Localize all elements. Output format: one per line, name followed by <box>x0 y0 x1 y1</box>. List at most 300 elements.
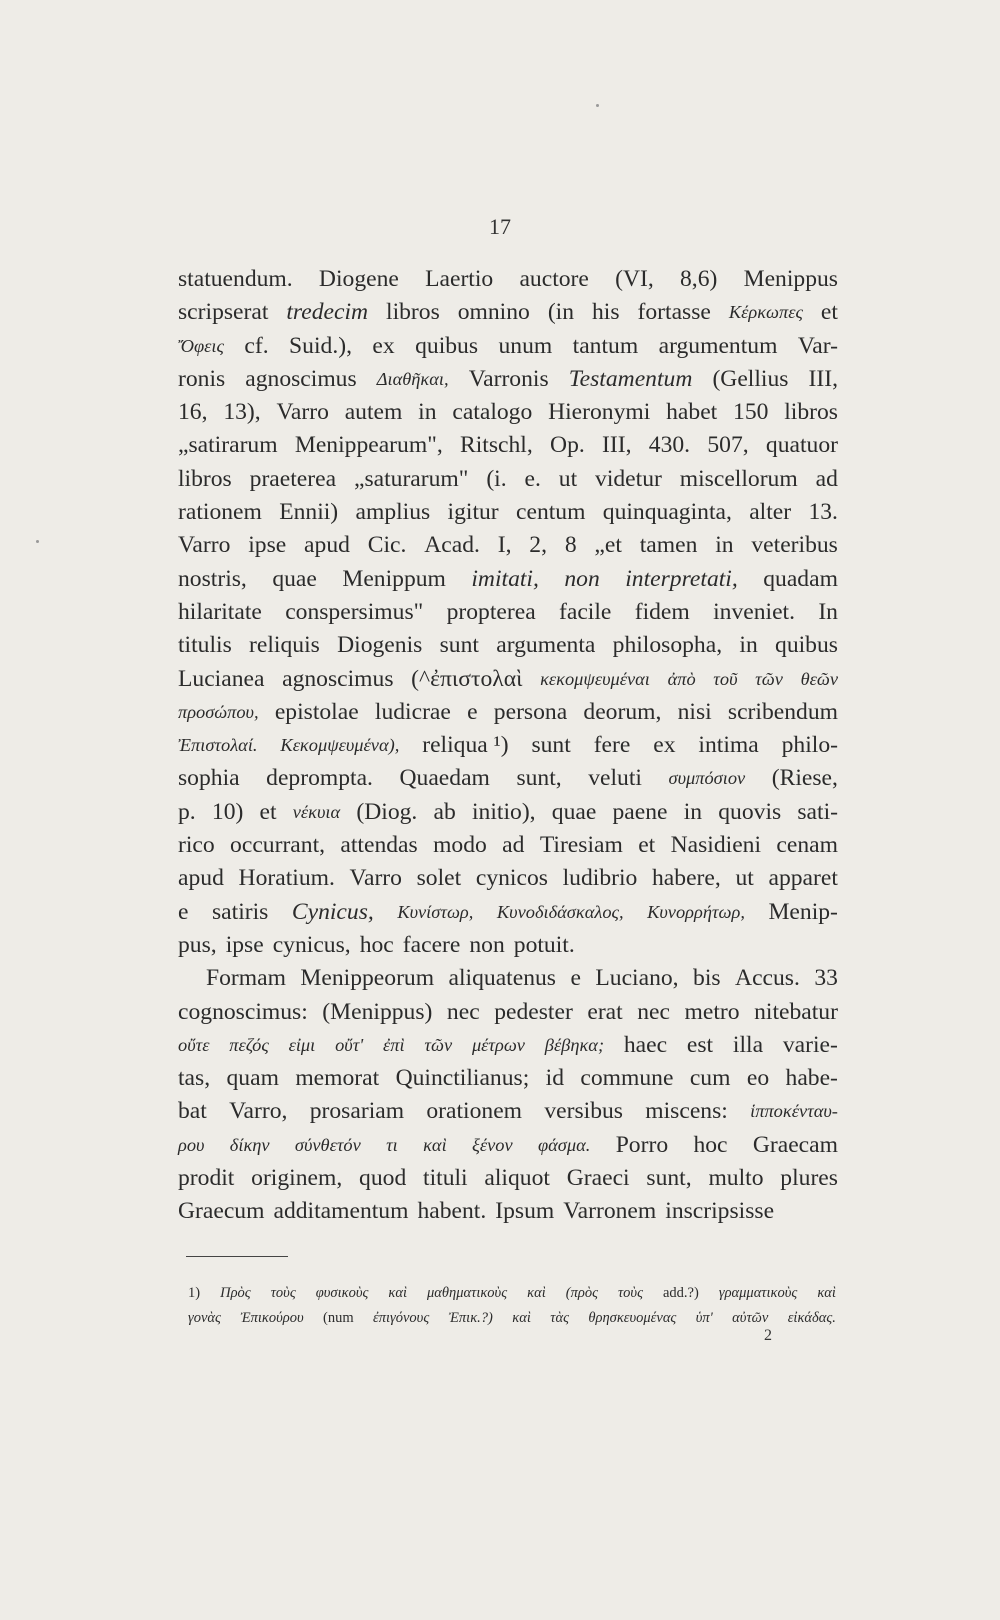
footnote-word: καὶ <box>388 1285 407 1301</box>
text-line <box>178 796 838 829</box>
word: 8,6) <box>680 266 718 292</box>
word: quam <box>226 1065 279 1092</box>
word: hoc <box>359 931 394 958</box>
word: inscripsisse <box>665 1198 775 1225</box>
text-line <box>178 363 838 396</box>
footnote-word: ἐπιγόνους <box>373 1310 430 1326</box>
text-line <box>178 663 838 696</box>
word: „satirarum <box>178 432 278 459</box>
word: quibus <box>415 332 479 359</box>
footnote-word: (num <box>323 1310 354 1326</box>
word: scripserat <box>178 299 269 326</box>
word: (^ἐπιστολαὶ <box>411 665 523 692</box>
word: non <box>564 565 600 592</box>
word: in <box>683 798 703 825</box>
word: Menip- <box>768 898 838 925</box>
word: ad <box>815 465 838 492</box>
word: πεζός <box>229 1034 269 1055</box>
word: interpretati, <box>625 565 738 592</box>
word: Lucianea <box>178 665 265 692</box>
word: rico <box>178 832 215 859</box>
word: ipse <box>225 931 264 958</box>
footnote-word: Πρὸς <box>220 1285 251 1301</box>
word: orationem <box>426 1098 523 1125</box>
word: veteribus <box>751 532 838 559</box>
word: sophia <box>178 765 240 792</box>
word: praeterea <box>249 465 337 492</box>
footnote-line <box>188 1281 836 1306</box>
text-line <box>178 696 838 729</box>
word: unum <box>498 332 553 359</box>
text-line <box>178 563 838 596</box>
word: Horatium. <box>238 865 335 892</box>
word: Cynicus, <box>291 898 374 925</box>
word: bat <box>178 1098 207 1125</box>
word: Luciano, <box>595 965 679 992</box>
word: 10) <box>211 798 244 825</box>
word: bis <box>693 965 721 992</box>
word: 8 <box>564 532 577 559</box>
word: (Gellius <box>712 365 789 392</box>
word: Κέρκωπες <box>728 302 803 323</box>
word: agnoscimus <box>245 365 357 392</box>
word: φάσμα. <box>537 1134 591 1155</box>
word: apud <box>304 532 350 559</box>
word: originem, <box>251 1165 343 1192</box>
word: illa <box>732 1031 764 1058</box>
word: e. <box>524 465 541 492</box>
word: III, <box>808 365 838 392</box>
word: pedester <box>494 998 573 1025</box>
word: eo <box>746 1065 770 1092</box>
text-line <box>178 1095 838 1128</box>
footnote-word: τὰς <box>550 1310 569 1326</box>
word: fidem <box>634 598 690 625</box>
word: Porro <box>615 1131 669 1158</box>
word: scribendum <box>727 698 838 725</box>
word: Διαθῆκαι, <box>376 368 449 389</box>
word: (Diog. <box>356 798 418 825</box>
word: βέβηκα; <box>544 1034 605 1055</box>
word: Testamentum <box>568 365 693 392</box>
text-line <box>178 1062 838 1095</box>
word: igitur <box>447 499 499 526</box>
word: Menippeorum <box>300 965 435 992</box>
word: attendas <box>340 832 418 859</box>
word: in <box>739 632 758 659</box>
footnote-word: (πρὸς <box>565 1285 598 1301</box>
word: auctore <box>519 266 589 292</box>
footnote-word: καὶ <box>817 1285 836 1301</box>
word: facile <box>559 598 612 625</box>
footnote-word: φυσικοὺς <box>315 1285 369 1301</box>
word: miscens: <box>645 1098 728 1125</box>
footnote-word: μαθηματικοὺς <box>427 1285 508 1301</box>
word: rationem <box>178 499 262 526</box>
footnote-word: ὑπ' <box>695 1310 713 1326</box>
word: persona <box>493 698 568 725</box>
word: videtur <box>595 465 662 492</box>
word: centum <box>516 499 586 526</box>
signature-mark: 2 <box>764 1327 772 1344</box>
word: Laertio <box>425 266 494 292</box>
word: Acad. <box>424 532 480 559</box>
word: et <box>638 832 656 859</box>
word: τῶν <box>755 668 783 689</box>
word: occurrant, <box>230 832 326 859</box>
word: habere, <box>652 865 721 892</box>
word: Varro <box>276 399 329 426</box>
word: Varro <box>178 532 231 559</box>
word: inveniet. <box>713 598 795 625</box>
word: sunt, <box>516 765 562 792</box>
word: cenam <box>776 832 838 859</box>
footnote-word: add.?) <box>663 1285 699 1301</box>
word: fere <box>593 732 631 759</box>
word: multo <box>708 1165 764 1192</box>
word: epistolae <box>274 698 359 725</box>
word: Quaedam <box>399 765 490 792</box>
word: quinquaginta, <box>602 499 732 526</box>
word: erat <box>587 998 623 1025</box>
word: in <box>715 532 734 559</box>
word: additamentum <box>273 1198 409 1225</box>
word: miscellorum <box>679 465 798 492</box>
word: „et <box>594 532 622 559</box>
word: tituli <box>423 1165 468 1192</box>
word: nec <box>637 998 670 1025</box>
word: tas, <box>178 1065 211 1092</box>
word: catalogo <box>452 399 533 426</box>
word: θεῶν <box>800 668 838 689</box>
word: ut <box>558 465 578 492</box>
footnote-word: Ἐπικ.?) <box>448 1310 493 1326</box>
word: varie- <box>782 1031 838 1058</box>
word: Κυνοδιδάσκαλος, <box>496 901 624 922</box>
word: quod <box>359 1165 407 1192</box>
word: argumenta <box>496 632 596 659</box>
word: Varronem <box>563 1198 657 1225</box>
word: μέτρων <box>471 1034 525 1055</box>
footnote-word: γραμματικοὺς <box>718 1285 798 1301</box>
word: deprompta. <box>266 765 373 792</box>
word: veluti <box>588 765 642 792</box>
footnote-word: καὶ <box>512 1310 531 1326</box>
text-line <box>178 529 838 562</box>
word: his <box>592 299 620 326</box>
word: quae <box>551 798 597 825</box>
word: I, <box>497 532 512 559</box>
footnote-word: τοὺς <box>270 1285 296 1301</box>
word: tantum <box>572 332 639 359</box>
word: ab <box>433 798 456 825</box>
word: Tiresiam <box>539 832 623 859</box>
word: autem <box>344 399 403 426</box>
word: philosopha, <box>612 632 723 659</box>
word: nec <box>446 998 480 1025</box>
word: 33 <box>814 965 838 992</box>
text-line <box>178 996 838 1029</box>
word: τοῦ <box>713 668 738 689</box>
text-line <box>178 330 838 363</box>
word: habe- <box>785 1065 838 1092</box>
word: metro <box>684 998 740 1025</box>
word: Diogene <box>318 266 399 292</box>
word: In <box>818 598 838 625</box>
text-line <box>178 1195 838 1228</box>
word: εἰμι <box>288 1034 316 1055</box>
text-line <box>178 629 838 662</box>
word: hilaritate <box>178 598 262 625</box>
word: ipse <box>248 532 287 559</box>
word: 13. <box>808 499 838 526</box>
word: nostris, <box>178 565 247 592</box>
word: Var- <box>797 332 838 359</box>
text-line <box>178 929 838 962</box>
word: quibus <box>775 632 838 659</box>
word: apparet <box>768 865 838 892</box>
word: hoc <box>693 1131 728 1158</box>
word: titulis <box>178 632 232 659</box>
word: solet <box>416 865 462 892</box>
word: ronis <box>178 365 226 392</box>
footnote-word: καὶ <box>527 1285 546 1301</box>
text-line <box>178 263 838 296</box>
word: aliquot <box>484 1165 550 1192</box>
word: et <box>259 798 277 825</box>
word: e <box>467 698 478 725</box>
text-line <box>178 429 838 462</box>
footnote-line <box>188 1306 836 1331</box>
word: Varronis <box>468 365 549 392</box>
word: prosariam <box>309 1098 405 1125</box>
word: Menippum <box>342 565 446 592</box>
word: Graecum <box>178 1198 265 1225</box>
word: p. <box>178 798 196 825</box>
word: initio), <box>472 798 536 825</box>
footnote-word: 1) <box>188 1285 201 1301</box>
footnote-word: θρησκευομένας <box>588 1310 677 1326</box>
word: Ritschl, <box>460 432 533 459</box>
word: habet <box>666 399 718 426</box>
word: quae <box>272 565 317 592</box>
word: satiris <box>212 898 269 925</box>
text-line <box>178 1129 838 1162</box>
word: cum <box>689 1065 731 1092</box>
word: imitati, <box>471 565 539 592</box>
word: argumentum <box>658 332 778 359</box>
word: sunt <box>439 632 479 659</box>
word: νέκυια <box>292 801 341 822</box>
word: Cic. <box>367 532 407 559</box>
text-line <box>178 762 838 795</box>
word: fortasse <box>637 299 711 326</box>
text-line <box>178 1162 838 1195</box>
text-line <box>178 596 838 629</box>
text-line <box>178 496 838 529</box>
word: facere <box>402 931 461 958</box>
word: ρου <box>178 1134 205 1155</box>
word: quadam <box>763 565 838 592</box>
word: haec <box>623 1031 668 1058</box>
word: cognoscimus: <box>178 998 308 1025</box>
footnote-word: τοὺς <box>617 1285 643 1301</box>
word: tredecim <box>286 299 369 326</box>
word: libros <box>386 299 440 326</box>
word: Menippearum", <box>294 432 443 459</box>
text-line <box>178 396 838 429</box>
main-text-block <box>178 263 838 1229</box>
word: plures <box>780 1165 838 1192</box>
word: nisi <box>677 698 712 725</box>
word: Nasidieni <box>670 832 762 859</box>
word: ex <box>372 332 395 359</box>
word: Hieronymi <box>548 399 651 426</box>
word: et <box>820 299 838 326</box>
footnote-word: εἰκάδας. <box>787 1310 836 1326</box>
word: III, <box>602 432 632 459</box>
word: Varro <box>349 865 402 892</box>
word: versibus <box>544 1098 623 1125</box>
word: Graeci <box>566 1165 630 1192</box>
word: Κεκομψευμένα), <box>280 735 400 756</box>
word: Op. <box>550 432 585 459</box>
word: pus, <box>178 931 217 958</box>
word: ad <box>502 832 525 859</box>
text-line <box>178 463 838 496</box>
word: alter <box>749 499 792 526</box>
word: amplius <box>355 499 431 526</box>
word: paene <box>612 798 668 825</box>
word: Menippus <box>743 266 838 292</box>
word: commune <box>580 1065 674 1092</box>
text-line <box>178 296 838 329</box>
word: aliquatenus <box>448 965 556 992</box>
word: memorat <box>295 1065 380 1092</box>
word: Ὄφεις <box>178 335 224 356</box>
word: (i. <box>486 465 507 492</box>
word: οὔτε <box>178 1034 210 1055</box>
footnote-word: Ἐπικούρου <box>240 1310 304 1326</box>
word: τι <box>386 1134 398 1155</box>
text-line <box>178 729 838 762</box>
footnote-divider <box>186 1256 288 1257</box>
footnotes <box>188 1281 836 1331</box>
text-line <box>178 862 838 895</box>
word: ἱπποκένταυ- <box>750 1101 838 1122</box>
paper-speck <box>36 540 39 543</box>
word: omnino <box>457 299 530 326</box>
word: (Riese, <box>771 765 838 792</box>
word: ἀπὸ <box>667 668 696 689</box>
word: ut <box>735 865 754 892</box>
word: cynicus, <box>272 931 351 958</box>
word: Ipsum <box>495 1198 555 1225</box>
word: philo- <box>781 732 838 759</box>
word: Varro, <box>229 1098 288 1125</box>
word: libros <box>178 465 232 492</box>
word: est <box>686 1031 714 1058</box>
word: modo <box>433 832 487 859</box>
word: Ennii) <box>279 499 339 526</box>
word: cynicos <box>475 865 548 892</box>
word: potuit. <box>513 931 575 958</box>
word: sunt <box>531 732 571 759</box>
word: Κυνορρήτωρ, <box>647 901 745 922</box>
word: προσώπου, <box>178 701 259 722</box>
paper-speck <box>596 104 599 107</box>
word: sati- <box>797 798 838 825</box>
word: σύνθετόν <box>294 1134 361 1155</box>
word: συμπόσιον <box>668 768 746 789</box>
word: 150 <box>733 399 769 426</box>
word: δίκην <box>229 1134 270 1155</box>
word: Quinctilianus; <box>395 1065 530 1092</box>
text-line <box>178 829 838 862</box>
word: Diogenis <box>337 632 423 659</box>
text-line <box>178 1029 838 1062</box>
word: apud <box>178 865 224 892</box>
word: cf. <box>244 332 269 359</box>
word: 507, <box>707 432 749 459</box>
word: καὶ <box>423 1134 447 1155</box>
word: propterea <box>446 598 536 625</box>
word: e <box>570 965 581 992</box>
word: nitebatur <box>754 998 838 1025</box>
word: τῶν <box>424 1034 453 1055</box>
word: κεκομψευμέναι <box>540 668 650 689</box>
word: non <box>469 931 505 958</box>
footnote-word: αὐτῶν <box>732 1310 769 1326</box>
word: Ἐπιστολαί. <box>178 735 258 756</box>
word: reliqua ¹) <box>422 732 509 759</box>
word: conspersimus" <box>285 598 424 625</box>
word: ex <box>653 732 676 759</box>
word: sunt, <box>646 1165 692 1192</box>
word: reliquis <box>249 632 320 659</box>
word: (VI, <box>615 266 654 292</box>
word: deorum, <box>583 698 662 725</box>
word: in <box>418 399 437 426</box>
word: ἐπὶ <box>383 1034 405 1055</box>
word: Accus. <box>735 965 800 992</box>
word: e <box>178 898 189 925</box>
word: prodit <box>178 1165 235 1192</box>
word: quatuor <box>765 432 838 459</box>
word: ξένον <box>472 1134 513 1155</box>
word: 430. <box>648 432 691 459</box>
word: Formam <box>206 965 286 992</box>
word: tamen <box>639 532 698 559</box>
word: (in <box>547 299 575 326</box>
page-number: 17 <box>489 214 511 239</box>
text-line <box>178 896 838 929</box>
text-line <box>178 962 838 995</box>
word: id <box>545 1065 564 1092</box>
word: 16, <box>178 399 208 426</box>
word: ludicrae <box>374 698 451 725</box>
word: libros <box>784 399 838 426</box>
word: habent. <box>417 1198 487 1225</box>
word: „saturarum" <box>353 465 469 492</box>
word: 2, <box>529 532 547 559</box>
word: ludibrio <box>562 865 638 892</box>
word: 13), <box>223 399 261 426</box>
word: agnoscimus <box>282 665 394 692</box>
word: (Menippus) <box>322 998 433 1025</box>
word: οὔτ' <box>335 1034 364 1055</box>
word: intima <box>698 732 759 759</box>
